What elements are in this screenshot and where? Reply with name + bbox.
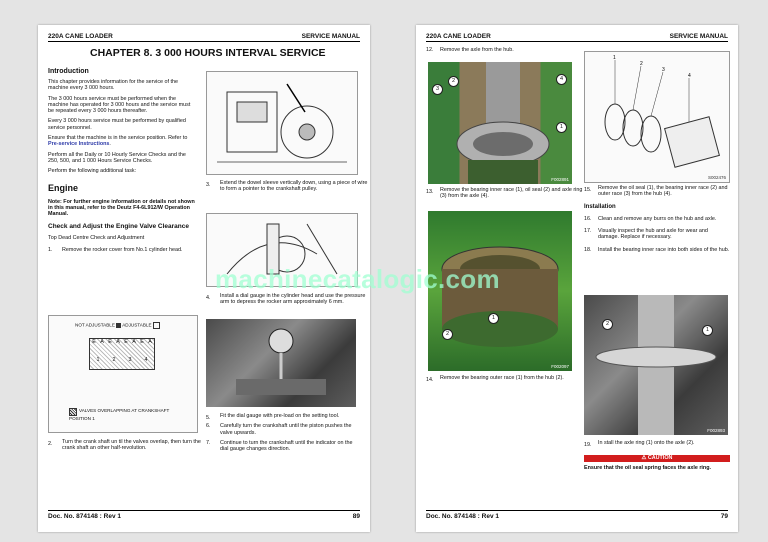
step-3-number: 3. bbox=[206, 182, 211, 188]
left-footer bbox=[48, 510, 360, 520]
step-19-number: 19. bbox=[584, 442, 592, 448]
steps-5-7 bbox=[206, 413, 356, 452]
valve-2: A bbox=[100, 339, 104, 345]
step-19 bbox=[584, 440, 738, 446]
exploded-label-3: 3 bbox=[662, 67, 665, 73]
left-doc-number: Doc. No. 874148 : Rev 1 bbox=[48, 513, 121, 520]
callout-2b: 2 bbox=[442, 329, 453, 340]
step-17-text: Visually inspect the hub and axle for wear and damage. Replace if necessary. bbox=[598, 228, 708, 241]
cylinder-3: 3 bbox=[128, 357, 132, 364]
step-7-text: Continue to turn the crankshaft until the indicator on the dial gauge changes direction. bbox=[220, 439, 353, 453]
step-18 bbox=[584, 247, 730, 253]
overlap-legend bbox=[69, 408, 179, 421]
intro-p5: Perform all the Daily or 10 Hourly Service Checks and the 250, 500, and 1 000 Hours Service Checks. bbox=[48, 151, 186, 164]
not-adjustable-text: NOT ADJUSTABLE bbox=[75, 322, 115, 328]
intro-p1: This chapter provides information for the service of the machine every 3 000 hours. bbox=[48, 79, 179, 92]
installation-heading: Installation bbox=[584, 203, 616, 210]
step-15-number: 15. bbox=[584, 187, 592, 193]
step-6-number: 6. bbox=[206, 423, 211, 430]
valve-overlap-diagram bbox=[48, 315, 198, 433]
cylinder-1: 1 bbox=[96, 357, 100, 364]
step-15-text: Remove the oil seal (1), the bearing inner race (2) and outer race (3) from the hub (4). bbox=[598, 185, 728, 198]
legend-text: VALVES OVERLAPPING AT CRANKSHAFT POSITION 1 bbox=[69, 408, 170, 421]
step-16 bbox=[584, 216, 730, 222]
caution-banner: ⚠ CAUTION bbox=[584, 455, 730, 462]
legend-swatch bbox=[69, 408, 77, 416]
right-page-number: 79 bbox=[720, 513, 728, 520]
not-adjustable-label bbox=[75, 322, 160, 329]
valve-letters bbox=[90, 339, 154, 345]
step-13 bbox=[426, 187, 590, 200]
axle-ring-photo-art bbox=[584, 295, 728, 435]
callout-1b: 1 bbox=[488, 313, 499, 324]
dial-gauge-photo bbox=[206, 319, 356, 407]
cylinder-2: 2 bbox=[112, 357, 116, 364]
right-header-title: 220A CANE LOADER bbox=[426, 33, 491, 40]
left-header bbox=[48, 31, 360, 42]
callout-1: 1 bbox=[556, 122, 567, 133]
axle-hub-photo bbox=[428, 62, 572, 184]
photo-code-3: S002476 bbox=[707, 175, 726, 180]
valve-7: E bbox=[140, 339, 144, 345]
right-header bbox=[426, 31, 728, 42]
left-header-title: 220A CANE LOADER bbox=[48, 33, 113, 40]
exploded-label-1: 1 bbox=[613, 55, 616, 61]
step-1-number: 1. bbox=[48, 246, 53, 253]
step-17-number: 17. bbox=[584, 228, 592, 235]
valve-4: A bbox=[116, 339, 120, 345]
intro-p4-text: Ensure that the machine is in the service position. Refer to bbox=[48, 135, 188, 142]
engine-heading: Engine bbox=[48, 182, 79, 193]
intro-p4: Ensure that the machine is in the service position. Refer to Pre-service Instructions. bbox=[48, 135, 188, 148]
step-12-text: Remove the axle from the hub. bbox=[440, 47, 514, 53]
step-16-number: 16. bbox=[584, 215, 592, 222]
step-14 bbox=[426, 375, 590, 381]
step-1 bbox=[48, 247, 196, 253]
intro-p3: Every 3 000 hours service must be performed by qualified service personnel. bbox=[48, 118, 186, 131]
valve-5: E bbox=[124, 339, 128, 345]
exploded-label-2: 2 bbox=[640, 61, 643, 67]
callout-3: 3 bbox=[432, 84, 443, 95]
right-footer bbox=[426, 510, 728, 520]
intro-p2: The 3 000 hours service must be performed when the machine has operated for 3 000 hours and the service must be repeated every 3 000 hours thereafter. bbox=[48, 95, 191, 115]
axle-ring-photo bbox=[584, 295, 728, 435]
step-6 bbox=[206, 423, 356, 436]
step-7-number: 7. bbox=[206, 439, 211, 446]
valve-1: E bbox=[92, 339, 96, 345]
step-5-text: Fit the dial gauge with pre-load on the setting tool. bbox=[220, 413, 340, 419]
step-1-text: Remove the rocker cover from No.1 cylinder head. bbox=[62, 246, 183, 253]
step-2 bbox=[48, 439, 210, 452]
exploded-label-4: 4 bbox=[688, 73, 691, 79]
step-14-number: 14. bbox=[426, 377, 434, 383]
callout-2c: 2 bbox=[602, 319, 613, 330]
step-17 bbox=[584, 228, 730, 241]
chapter-title: CHAPTER 8. 3 000 HOURS INTERVAL SERVICE bbox=[90, 47, 326, 59]
step-7 bbox=[206, 440, 356, 453]
dial-gauge-photo-art bbox=[206, 319, 356, 407]
cylinder-4: 4 bbox=[144, 357, 148, 364]
step-18-text: Install the bearing inner race into both sides of the hub. bbox=[598, 246, 730, 253]
valve-grid bbox=[89, 338, 155, 370]
step-16-text: Clean and remove any burrs on the hub and axle. bbox=[598, 215, 717, 222]
adjustable-swatch bbox=[153, 322, 160, 329]
step-12-number: 12. bbox=[426, 47, 434, 53]
photo-code-4: F002893 bbox=[707, 428, 725, 433]
step-19-text: In stall the axle ring (1) onto the axle (2). bbox=[598, 440, 695, 446]
adjustable-text: ADJUSTABLE bbox=[122, 322, 152, 328]
photo-code-1: F002891 bbox=[551, 177, 569, 182]
valve-heading: Check and Adjust the Engine Valve Clearance bbox=[48, 223, 190, 231]
engine-note: Note: For further engine information or details not shown in this manual, refer to the Deutz F4-6L912/W Operation Manual. bbox=[48, 198, 195, 218]
step-6-text: Carefully turn the crankshaft until the piston pushes the valve upwards. bbox=[220, 423, 352, 436]
step-13-text: Remove the bearing inner race (1), oil seal (2) and axle ring (3) from the axle (4). bbox=[440, 187, 583, 200]
photo-code-2: F002097 bbox=[551, 364, 569, 369]
hub-exploded-drawing bbox=[584, 51, 730, 183]
step-3-text: Extend the dowel sleeve vertically down, using a piece of wire to form a pointer to the crankshaft pulley. bbox=[220, 180, 368, 193]
not-adjustable-swatch bbox=[116, 323, 121, 328]
callout-1c: 1 bbox=[702, 325, 713, 336]
right-header-manual: SERVICE MANUAL bbox=[669, 33, 728, 40]
engine-sketch-1 bbox=[207, 72, 357, 174]
step-4-number: 4. bbox=[206, 295, 211, 301]
left-page-number: 89 bbox=[352, 513, 360, 520]
exploded-art bbox=[585, 52, 729, 182]
step-13-number: 13. bbox=[426, 189, 434, 195]
caution-text: Ensure that the oil seal spring faces the axle ring. bbox=[584, 465, 712, 471]
callout-2: 2 bbox=[448, 76, 459, 87]
pre-service-link[interactable]: Pre-service Instructions bbox=[48, 141, 110, 148]
valve-6: A bbox=[132, 339, 136, 345]
step-3 bbox=[206, 180, 370, 193]
tdc-subheading: Top Dead Centre Check and Adjustment bbox=[48, 235, 145, 242]
step-5 bbox=[206, 413, 356, 419]
callout-4: 4 bbox=[556, 74, 567, 85]
step-2-text: Turn the crank shaft un til the valves overlap, then turn the crank shaft an other half-revolution. bbox=[62, 439, 201, 452]
step-4-text: Install a dial gauge in the cylinder head and use the pressure arm to depress the rocker arm approximately 6 mm. bbox=[220, 293, 366, 306]
step-15 bbox=[584, 185, 730, 198]
cylinder-numbers bbox=[90, 357, 154, 363]
step-5-number: 5. bbox=[206, 415, 211, 421]
right-doc-number: Doc. No. 874148 : Rev 1 bbox=[426, 513, 499, 520]
step-2-number: 2. bbox=[48, 441, 53, 447]
step-18-number: 18. bbox=[584, 246, 592, 253]
watermark: machinecatalogic.com bbox=[215, 264, 500, 294]
valve-8: A bbox=[148, 339, 152, 345]
left-header-manual: SERVICE MANUAL bbox=[301, 33, 360, 40]
intro-p6: Perform the following additional task: bbox=[48, 168, 137, 175]
intro-heading: Introduction bbox=[48, 68, 89, 75]
valve-3: E bbox=[108, 339, 112, 345]
step-14-text: Remove the bearing outer race (1) from the hub (2). bbox=[440, 375, 564, 381]
step-12 bbox=[426, 47, 590, 53]
crankshaft-pulley-drawing bbox=[206, 71, 358, 175]
right-col-text bbox=[584, 185, 730, 253]
